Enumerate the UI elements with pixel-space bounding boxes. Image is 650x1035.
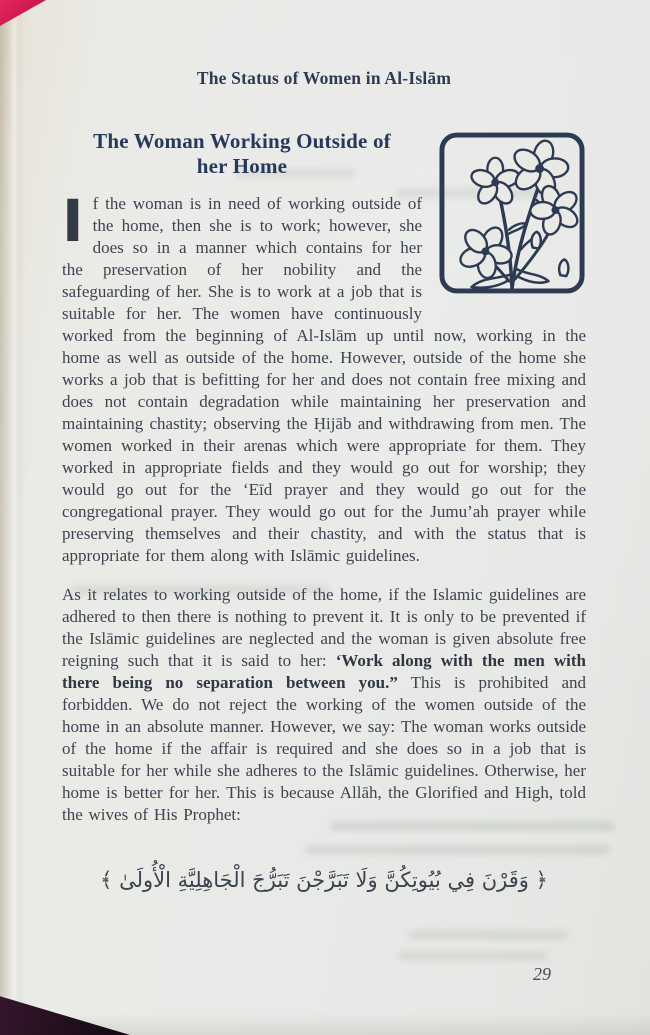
bleedthrough-ghost — [408, 930, 568, 940]
paragraph2-bold-quote: ‘Work along with the men with there being no separation between you.” — [62, 651, 586, 692]
page-number: 29 — [533, 964, 551, 984]
chapter-title-line2: her Home — [196, 154, 288, 178]
chapter-title-line1: The Woman Working Outside of — [93, 129, 391, 153]
bleedthrough-ghost — [398, 951, 548, 961]
running-header: The Status of Women in Al-Islām — [196, 68, 452, 88]
page-content — [62, 0, 586, 892]
paragraph2-tail: This is prohibited and forbidden. We do not reject the working of the women outside of the home in an absolute manner. However, we say: The woman works outside of the home if the affair is required and she does so in a job that is suitable for her while she adheres to the Islāmic guidelines. Otherwise, her home is better for her. This is because Allāh, the Glorified and High, told the wives of His Prophet: — [62, 673, 587, 824]
paragraph1-text: f the woman is in need of working outside of the home, then she is to work; however, she does so in a manner which contains for her the preservation of her nobility and the safeguarding of her. She is to work at a job that is suitable for her. The women have continuously worked from the beginning of Al-Islām up until now, working in the home as well as outside of the home. However, outside of the home she works a job that is befitting for her and does not contain free mixing and does not contain degradation while maintaining her preservation and maintaining chastity; observing the Ḥijāb and withdrawing from men. The women worked in their arenas which were appropriate for them. They worked in appropriate fields and they would go out for worship; they would go out for the ‘Eīd prayer and they would go out for the congregational prayer. They would go out for the Jumu’ah prayer while preserving themselves and their chastity, and with the status that is appropriate for them along with Islāmic guidelines. — [62, 194, 586, 565]
paragraph2-lead: As it relates to working outside of the home, if the Islamic guidelines are adhered to then there is nothing to prevent it. It is only to be prevented if the Islāmic guidelines are neglected and the woman is given absolute free reigning such that it is said to her: — [62, 585, 586, 670]
flower-illustration — [438, 131, 586, 295]
dropcap-letter: I — [62, 187, 84, 255]
wildflower-drawing-icon — [438, 131, 586, 295]
chapter-block — [62, 129, 586, 567]
paragraph-islamic-guidelines — [62, 584, 586, 826]
page-edge-shading — [0, 0, 26, 1035]
quran-verse-arabic: ﴿ وَقَرْنَ فِي بُيُوتِكُنَّ وَلَا تَبَرَّجْنَ تَبَرُّجَ الْجَاهِلِيَّةِ الْأُولَىٰ ﴾ — [100, 868, 548, 892]
